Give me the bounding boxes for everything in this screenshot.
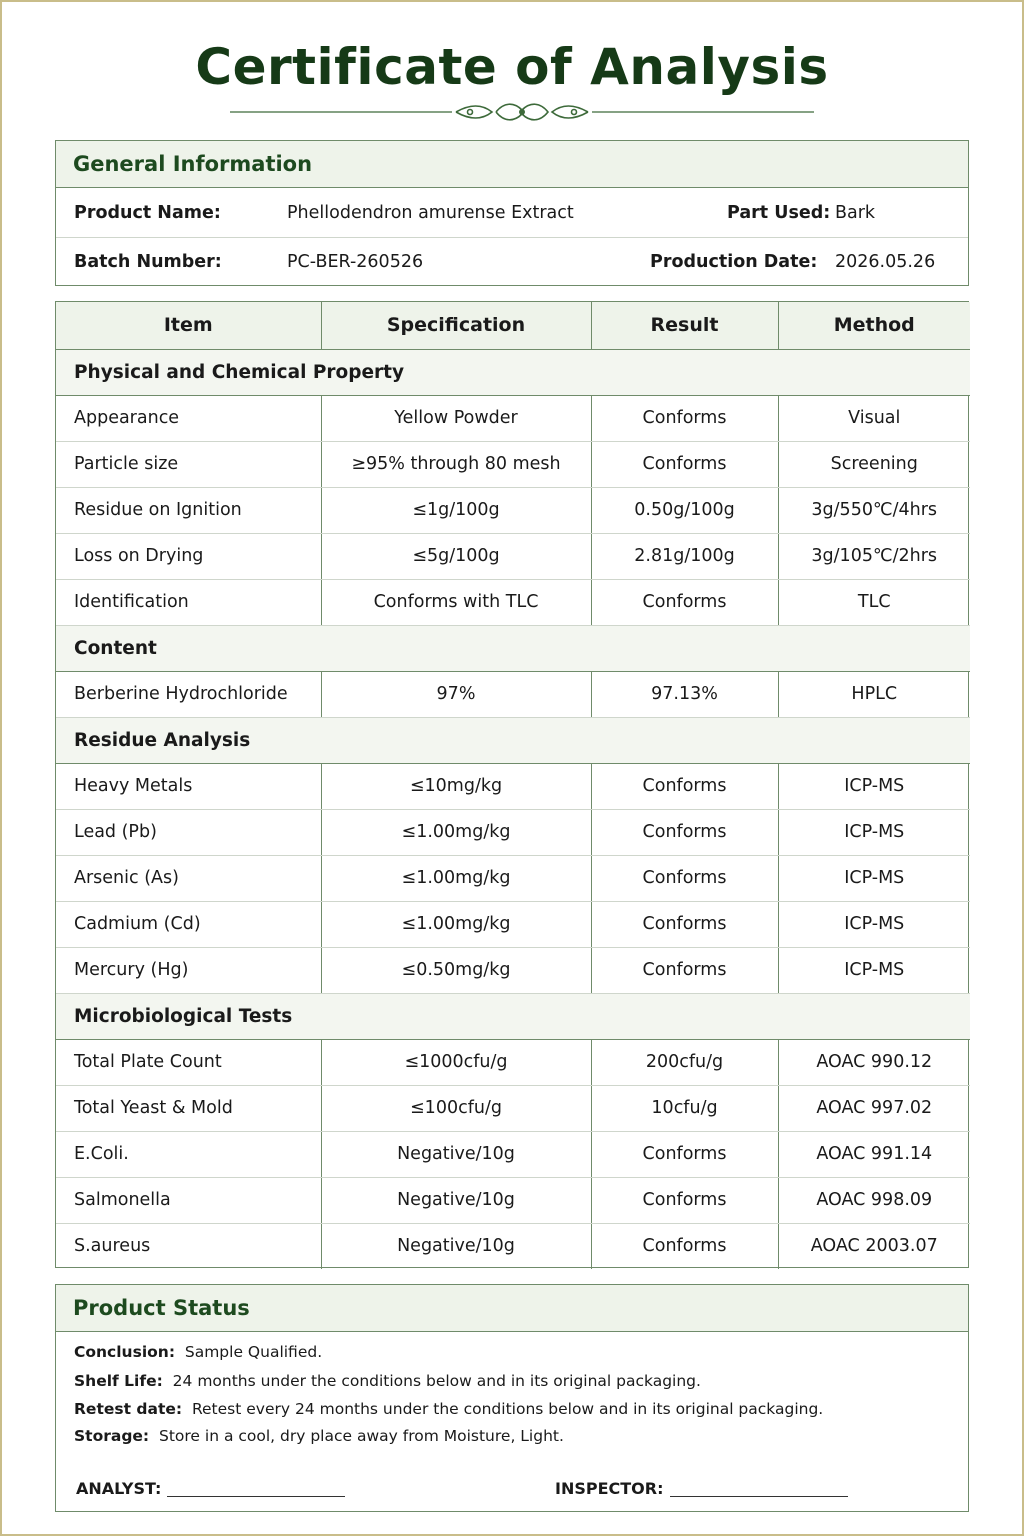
- table-row: [56, 1223, 970, 1269]
- cell-method: Screening: [778, 441, 970, 487]
- cell-method: HPLC: [778, 671, 970, 717]
- table-row: [56, 395, 970, 441]
- analyst-signature-line[interactable]: [167, 1496, 345, 1497]
- cell-result: 10cfu/g: [591, 1085, 778, 1131]
- cell-specification: Negative/10g: [321, 1131, 591, 1177]
- cell-result: 0.50g/100g: [591, 487, 778, 533]
- cell-result: Conforms: [591, 947, 778, 993]
- table-row: [56, 947, 970, 993]
- cell-result: Conforms: [591, 395, 778, 441]
- batch-number-label: Batch Number:: [74, 252, 222, 272]
- table-body: [56, 349, 970, 1269]
- analyst-signature: [76, 1479, 345, 1498]
- storage-line: [74, 1427, 564, 1445]
- section-title: Physical and Chemical Property: [56, 349, 970, 395]
- cell-specification: ≤0.50mg/kg: [321, 947, 591, 993]
- retest-date-value: Retest every 24 months under the conditions below and in its original packaging.: [191, 1400, 824, 1418]
- cell-method: AOAC 2003.07: [810, 1236, 938, 1257]
- table-row: [56, 901, 970, 947]
- cell-specification: Conforms with TLC: [321, 579, 591, 625]
- cell-method: AOAC 997.02: [778, 1085, 970, 1131]
- cell-item: S.aureus: [56, 1223, 321, 1269]
- column-header-method: Method: [778, 302, 970, 349]
- cell-item: Arsenic (As): [56, 855, 321, 901]
- retest-date-line: [74, 1400, 823, 1418]
- cell-method: Visual: [778, 395, 970, 441]
- shelf-life-label: Shelf Life:: [74, 1372, 163, 1390]
- cell-result: 200cfu/g: [591, 1039, 778, 1085]
- cell-item: Appearance: [56, 395, 321, 441]
- cell-method: AOAC 990.12: [778, 1039, 970, 1085]
- storage-label: Storage:: [74, 1427, 150, 1445]
- table-row: [56, 487, 970, 533]
- cell-item: Heavy Metals: [56, 763, 321, 809]
- cell-specification: ≤5g/100g: [321, 533, 591, 579]
- cell-result: 2.81g/100g: [591, 533, 778, 579]
- cell-result: Conforms: [591, 1177, 778, 1223]
- analyst-label: ANALYST:: [76, 1479, 162, 1498]
- cell-result: Conforms: [591, 1223, 778, 1269]
- cell-result: Conforms: [591, 855, 778, 901]
- cell-specification: ≤1g/100g: [321, 487, 591, 533]
- cell-item: Identification: [56, 579, 321, 625]
- product-name-label: Product Name:: [74, 202, 221, 223]
- batch-number-value: PC-BER-260526: [287, 252, 424, 272]
- table-row: [56, 671, 970, 717]
- conclusion-line: [74, 1343, 322, 1361]
- cell-specification: Yellow Powder: [321, 395, 591, 441]
- table-row: [56, 809, 970, 855]
- cell-method: AOAC 998.09: [778, 1177, 970, 1223]
- cell-item: Particle size: [56, 441, 321, 487]
- inspector-label: INSPECTOR:: [555, 1479, 664, 1498]
- cell-item: E.Coli.: [56, 1131, 321, 1177]
- cell-specification: ≤1.00mg/kg: [321, 809, 591, 855]
- cell-result: 97.13%: [591, 671, 778, 717]
- cell-specification: Negative/10g: [321, 1223, 591, 1269]
- inspector-signature-line[interactable]: [670, 1496, 848, 1497]
- general-information-heading: General Information: [56, 141, 968, 188]
- cell-specification: ≤10mg/kg: [321, 763, 591, 809]
- cell-method: ICP-MS: [778, 901, 970, 947]
- section-row: [56, 993, 970, 1039]
- cell-item: Residue on Ignition: [56, 487, 321, 533]
- cell-result: Conforms: [591, 1131, 778, 1177]
- cell-method: ICP-MS: [778, 947, 970, 993]
- product-status-heading: Product Status: [56, 1285, 968, 1332]
- product-status-panel: [55, 1284, 969, 1512]
- inspector-signature: [555, 1479, 848, 1498]
- table-row: [56, 763, 970, 809]
- general-information-panel: [55, 140, 969, 286]
- cell-method: TLC: [778, 579, 970, 625]
- cell-result: Conforms: [591, 441, 778, 487]
- column-header-result: Result: [591, 302, 778, 349]
- cell-specification: ≤1000cfu/g: [321, 1039, 591, 1085]
- conclusion-value: Sample Qualified.: [184, 1343, 323, 1361]
- section-title: Residue Analysis: [56, 717, 970, 763]
- column-header-specification: Specification: [321, 302, 591, 349]
- cell-specification: ≤1.00mg/kg: [321, 901, 591, 947]
- section-row: [56, 349, 970, 395]
- analysis-table-panel: [55, 301, 969, 1268]
- analysis-table: [56, 302, 970, 1269]
- cell-specification: 97%: [321, 671, 591, 717]
- table-header-row: [56, 302, 970, 349]
- ornament-divider: [230, 100, 814, 124]
- cell-item: Cadmium (Cd): [56, 901, 321, 947]
- column-header-item: Item: [56, 302, 321, 349]
- cell-method: AOAC 991.14: [778, 1131, 970, 1177]
- cell-result: Conforms: [591, 579, 778, 625]
- table-row: [56, 1131, 970, 1177]
- table-row: [56, 1085, 970, 1131]
- product-row: [56, 188, 968, 237]
- cell-result: Conforms: [591, 809, 778, 855]
- cell-method: ICP-MS: [778, 809, 970, 855]
- shelf-life-line: [74, 1372, 701, 1390]
- table-row: [56, 1177, 970, 1223]
- storage-value: Store in a cool, dry place away from Moisture, Light.: [159, 1427, 564, 1445]
- retest-date-label: Retest date:: [74, 1400, 183, 1418]
- section-title: Content: [56, 625, 970, 671]
- cell-method: ICP-MS: [778, 763, 970, 809]
- part-used-label: Part Used:: [727, 202, 831, 223]
- cell-item: Mercury (Hg): [56, 947, 321, 993]
- section-row: [56, 717, 970, 763]
- cell-item: Total Yeast & Mold: [56, 1085, 321, 1131]
- production-date-label: Production Date:: [650, 252, 818, 272]
- cell-specification: ≥95% through 80 mesh: [321, 441, 591, 487]
- cell-method: ICP-MS: [778, 855, 970, 901]
- section-title: Microbiological Tests: [56, 993, 970, 1039]
- table-row: [56, 855, 970, 901]
- cell-method: 3g/105℃/2hrs: [778, 533, 970, 579]
- cell-method: 3g/550℃/4hrs: [778, 487, 970, 533]
- cell-specification: ≤100cfu/g: [321, 1085, 591, 1131]
- table-row: [56, 533, 970, 579]
- shelf-life-value: 24 months under the conditions below and in its original packaging.: [172, 1372, 701, 1390]
- page-title: Certificate of Analysis: [195, 38, 829, 96]
- part-used-value: Bark: [835, 202, 876, 223]
- cell-item: Berberine Hydrochloride: [56, 671, 321, 717]
- cell-specification: Negative/10g: [321, 1177, 591, 1223]
- cell-result: Conforms: [591, 763, 778, 809]
- table-row: [56, 579, 970, 625]
- table-row: [56, 441, 970, 487]
- cell-item: Loss on Drying: [56, 533, 321, 579]
- cell-result: Conforms: [591, 901, 778, 947]
- table-row: [56, 1039, 970, 1085]
- cell-item: Total Plate Count: [56, 1039, 321, 1085]
- batch-row: [56, 237, 968, 286]
- section-row: [56, 625, 970, 671]
- conclusion-label: Conclusion:: [74, 1343, 176, 1361]
- cell-item: Salmonella: [56, 1177, 321, 1223]
- production-date-value: 2026.05.26: [835, 252, 936, 272]
- cell-specification: ≤1.00mg/kg: [321, 855, 591, 901]
- cell-item: Lead (Pb): [56, 809, 321, 855]
- product-name-value: Phellodendron amurense Extract: [287, 202, 574, 223]
